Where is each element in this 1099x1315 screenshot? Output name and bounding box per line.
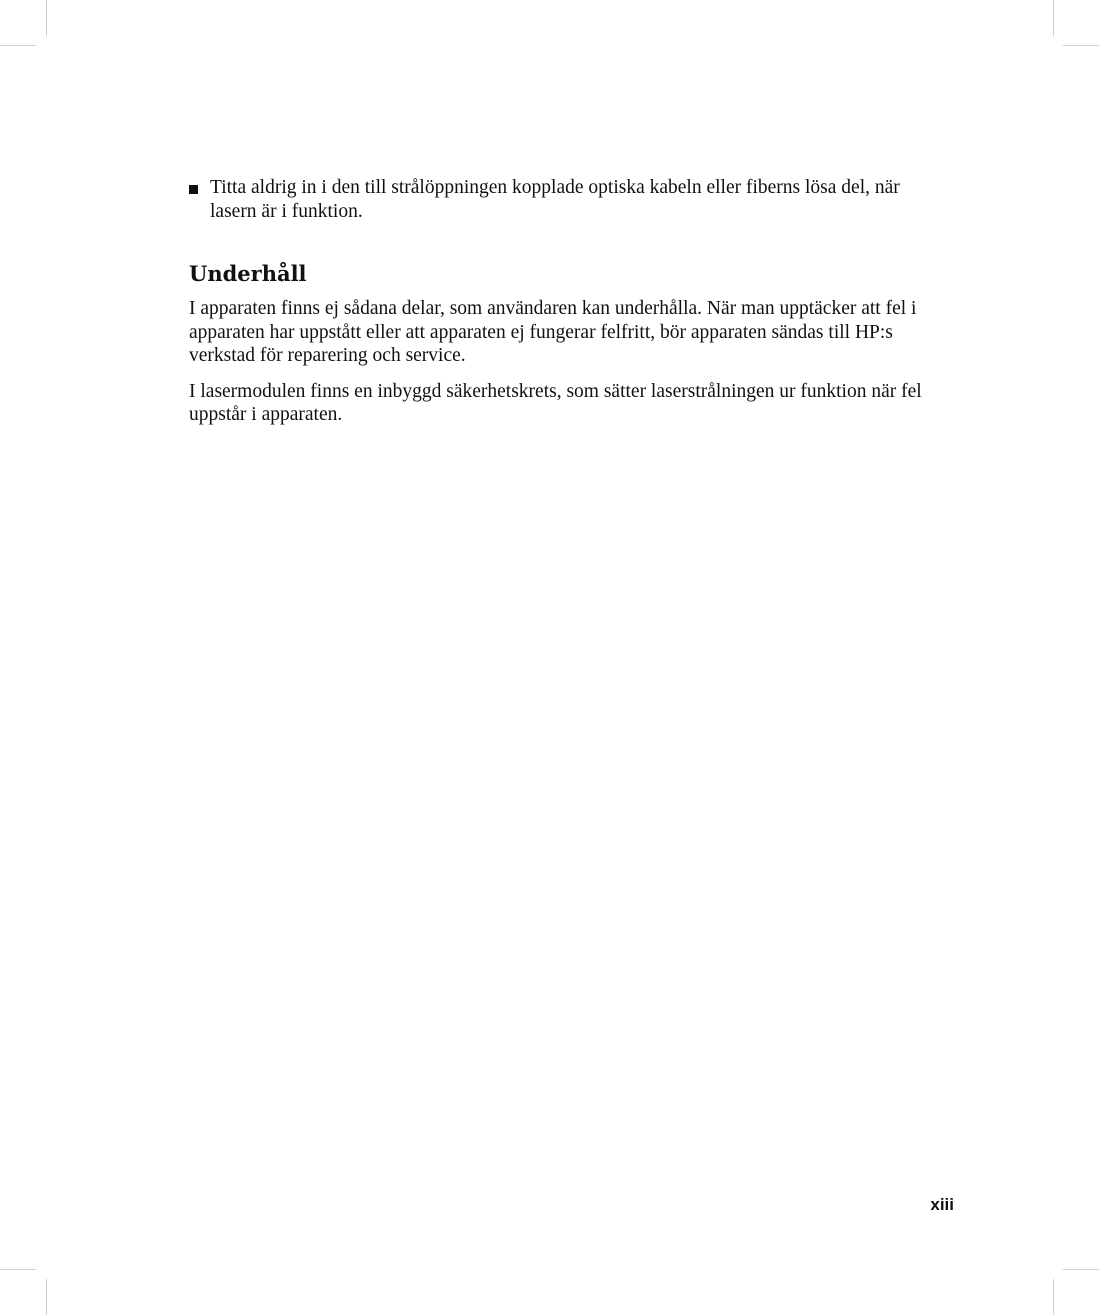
section-heading: Underhåll: [189, 261, 307, 286]
crop-mark-top-right-horizontal: [1063, 45, 1099, 46]
crop-mark-bottom-right-horizontal: [1063, 1269, 1099, 1270]
paragraph-maintenance: I apparaten finns ej sådana delar, som användaren kan underhålla. När man upptäcker att fel i apparaten har uppstått eller att apparaten ej fungerar felfritt, bör apparaten sändas till HP:s verkstad för reparering och service.: [189, 298, 917, 366]
crop-mark-bottom-right-vertical: [1053, 1279, 1054, 1315]
crop-mark-bottom-left-vertical: [46, 1279, 47, 1315]
crop-mark-bottom-left-horizontal: [0, 1269, 36, 1270]
bullet-item: [189, 176, 929, 224]
square-bullet-icon: [189, 185, 198, 194]
crop-mark-top-left-vertical: [46, 0, 47, 36]
page-content: [189, 176, 929, 439]
paragraph-safety-circuit: I lasermodulen finns en inbyggd säkerhetskrets, som sätter laserstrålningen ur funktion när fel uppstår i apparaten.: [189, 380, 922, 425]
crop-mark-top-left-horizontal: [0, 45, 36, 46]
page-number: xiii: [930, 1195, 954, 1214]
bullet-text: Titta aldrig in i den till strålöppningen kopplade optiska kabeln eller fiberns lösa del, när lasern är i funktion.: [210, 177, 900, 222]
crop-mark-top-right-vertical: [1053, 0, 1054, 36]
